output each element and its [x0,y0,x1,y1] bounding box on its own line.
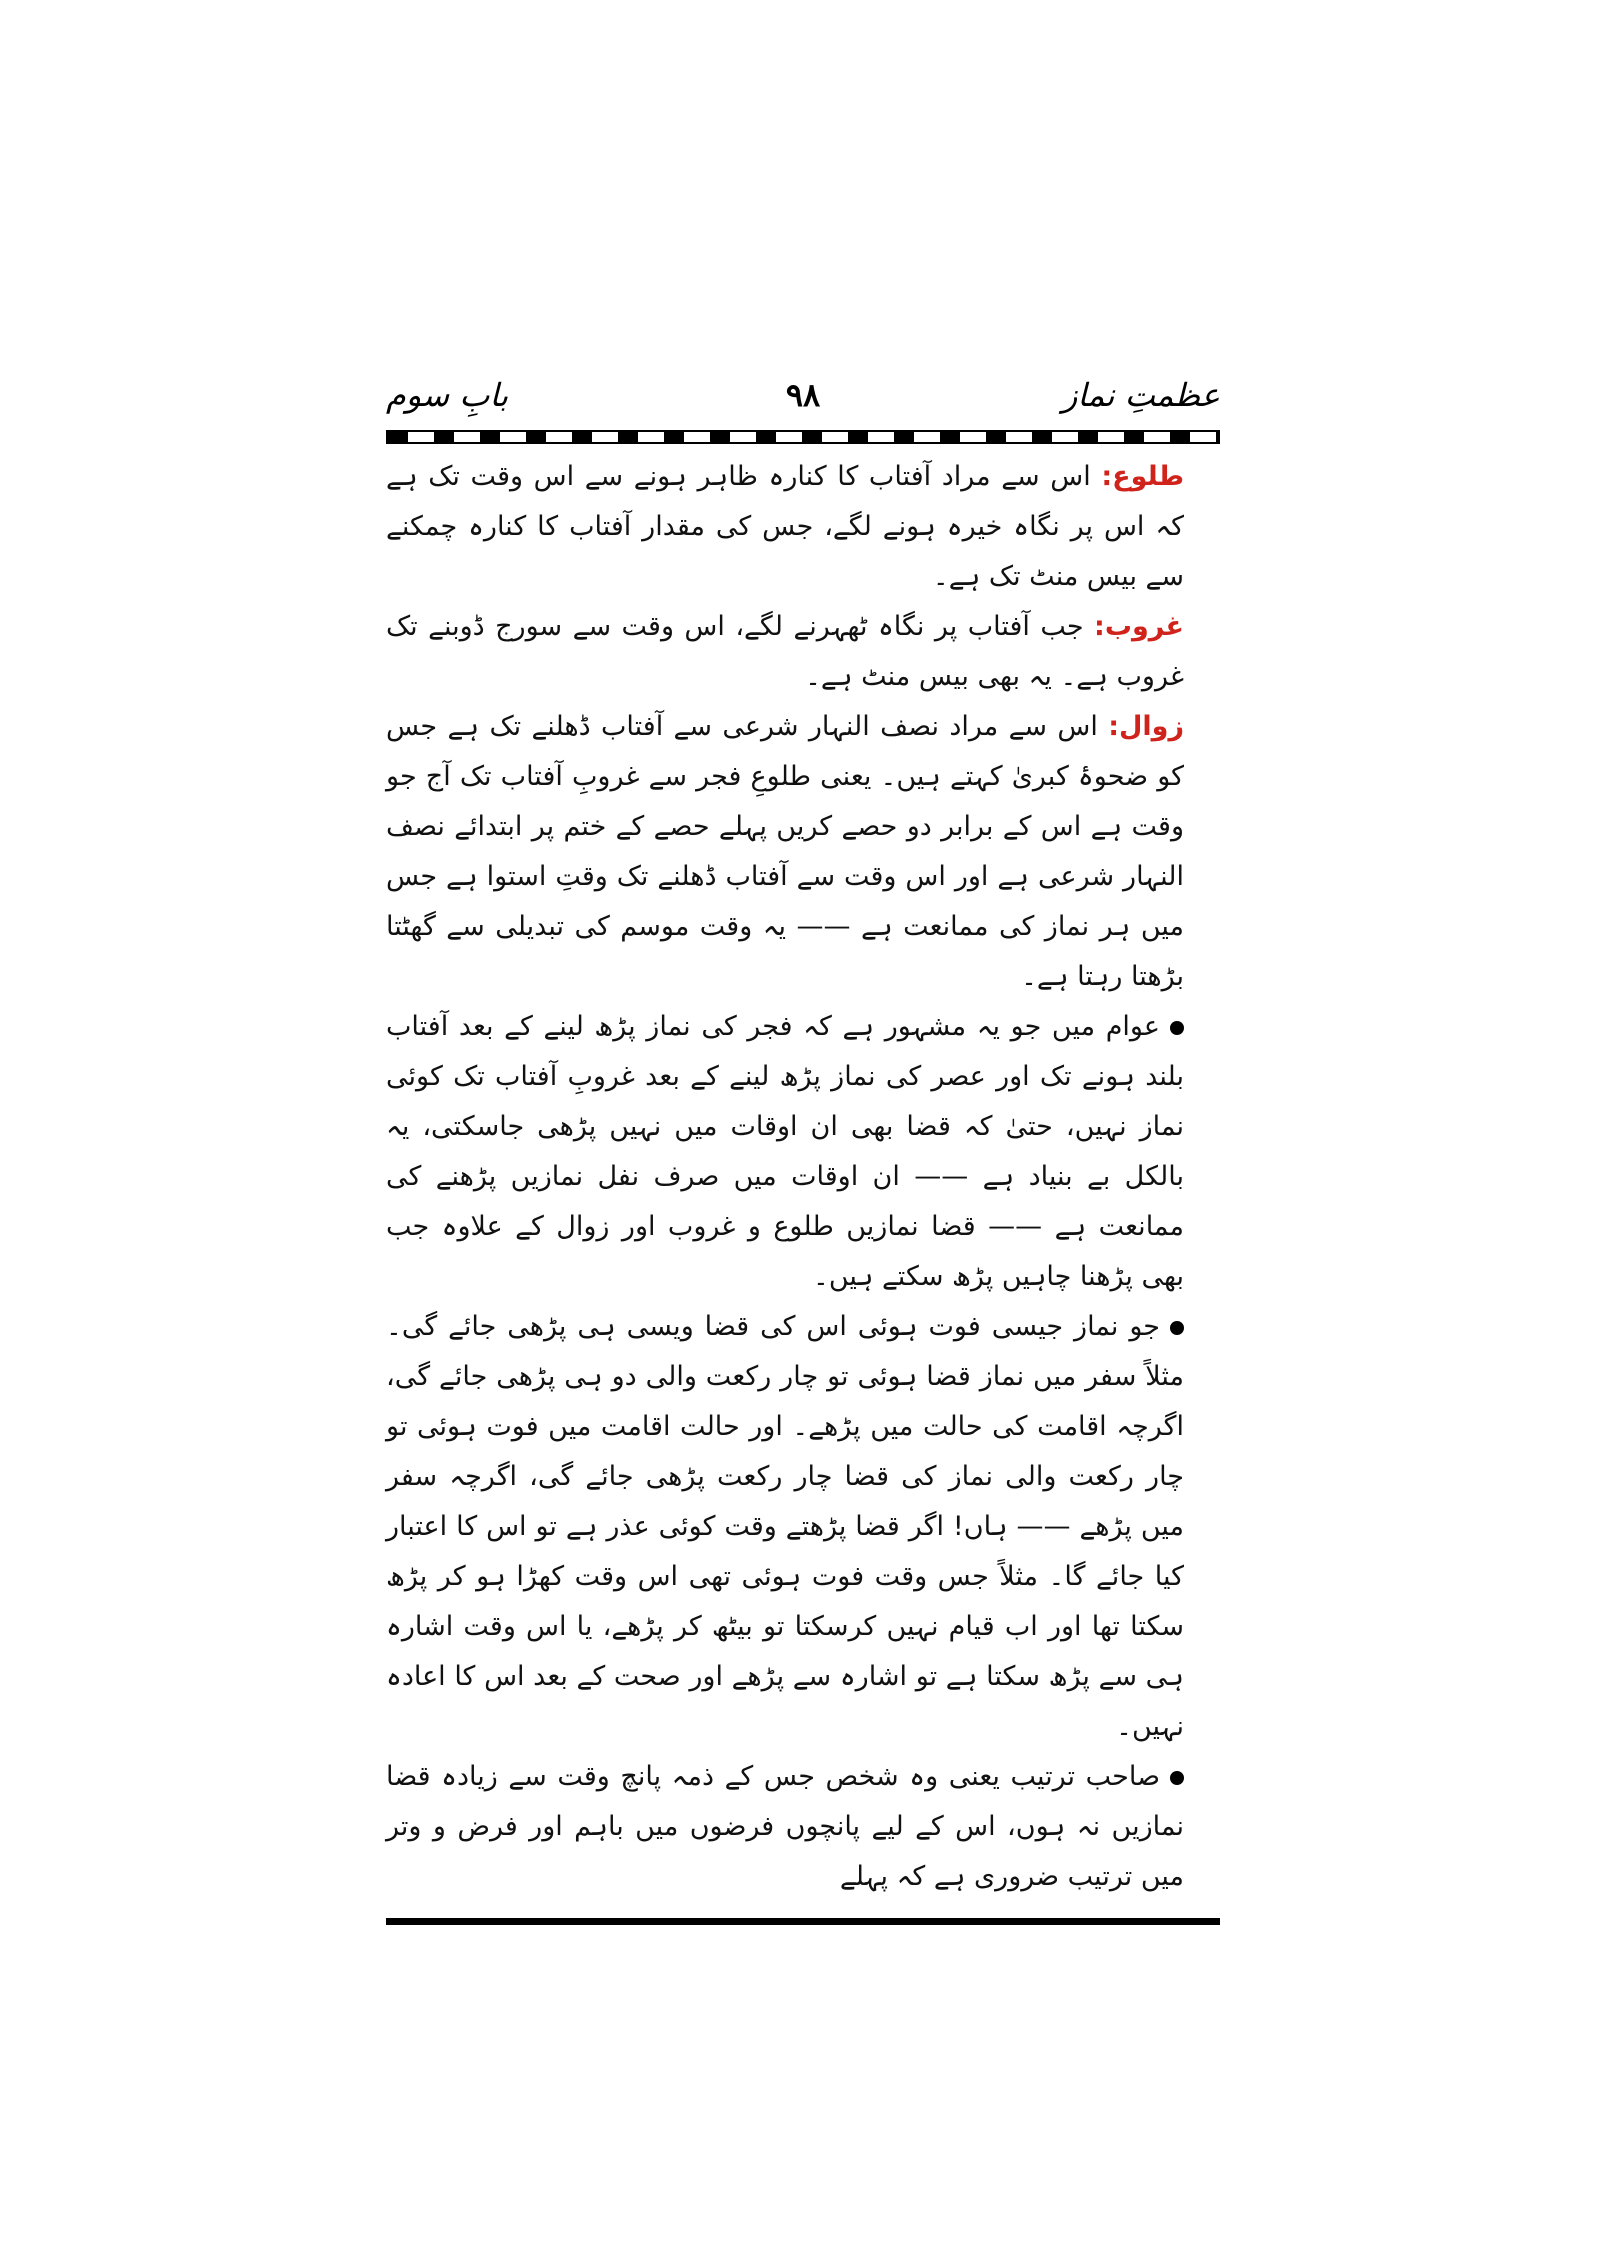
bullet-item [386,1002,1220,1302]
term-tulu: طلوع: [1101,461,1184,492]
term-zawal: زوال: [1108,711,1184,742]
bullet-icon [1170,1021,1184,1035]
paragraph-tulu [386,452,1220,602]
footer-rule [386,1918,1220,1925]
page-header [386,372,1220,430]
bullet-text: صاحب ترتیب یعنی وہ شخص جس کے ذمہ پانچ وقت سے زیادہ قضا نمازیں نہ ہوں، اس کے لیے پانچوں فرضوں میں باہم اور فرض و وتر میں ترتیب ضروری ہے کہ پہلے [386,1761,1184,1892]
bullet-text: عوام میں جو یہ مشہور ہے کہ فجر کی نماز پڑھ لینے کے بعد آفتاب بلند ہونے تک اور عصر کی نماز پڑھ لینے کے بعد غروبِ آفتاب تک کوئی نماز نہیں، حتیٰ کہ قضا بھی ان اوقات میں نہیں پڑھی جاسکتی، یہ بالکل بے بنیاد ہے —— ان اوقات میں صرف نفل نمازیں پڑھنے کی ممانعت ہے —— قضا نمازیں طلوع و غروب اور زوال کے علاوہ جب بھی پڑھنا چاہیں پڑھ سکتے ہیں۔ [386,1011,1184,1292]
paragraph-ghurub [386,602,1220,702]
chapter-label: بابِ سوم [386,376,509,414]
book-page [386,372,1220,1925]
bullet-item [386,1302,1220,1752]
paragraph-text: اس سے مراد نصف النہار شرعی سے آفتاب ڈھلنے تک ہے جس کو ضحوۂ کبریٰ کہتے ہیں۔ یعنی طلوعِ فجر سے غروبِ آفتاب تک آج جو وقت ہے اس کے برابر دو حصے کریں پہلے حصے کے ختم پر ابتدائے نصف النہار شرعی ہے اور اس وقت سے آفتاب ڈھلنے تک وقتِ استوا ہے جس میں ہر نماز کی ممانعت ہے —— یہ وقت موسم کی تبدیلی سے گھٹتا بڑھتا رہتا ہے۔ [386,711,1184,992]
book-title: عظمتِ نماز [1061,376,1220,414]
paragraph-text: اس سے مراد آفتاب کا کنارہ ظاہر ہونے سے اس وقت تک ہے کہ اس پر نگاہ خیرہ ہونے لگے، جس کی مقدار آفتاب کا کنارہ چمکنے سے بیس منٹ تک ہے۔ [386,461,1184,592]
body-text [386,452,1220,1902]
bullet-icon [1170,1771,1184,1785]
page-number: ۹۸ [785,376,821,414]
term-ghurub: غروب: [1094,611,1184,642]
paragraph-zawal [386,702,1220,1002]
header-dashed-rule [386,430,1220,444]
paragraph-text: جب آفتاب پر نگاہ ٹھہرنے لگے، اس وقت سے سورج ڈوبنے تک غروب ہے۔ یہ بھی بیس منٹ ہے۔ [386,611,1184,692]
bullet-item [386,1752,1220,1902]
bullet-text: جو نماز جیسی فوت ہوئی اس کی قضا ویسی ہی پڑھی جائے گی۔ مثلاً سفر میں نماز قضا ہوئی تو چار رکعت والی دو ہی پڑھی جائے گی، اگرچہ اقامت کی حالت میں پڑھے۔ اور حالت اقامت میں فوت ہوئی تو چار رکعت والی نماز کی قضا چار رکعت پڑھی جائے گی، اگرچہ سفر میں پڑھے —— ہاں! اگر قضا پڑھتے وقت کوئی عذر ہے تو اس کا اعتبار کیا جائے گا۔ مثلاً جس وقت فوت ہوئی تھی اس وقت کھڑا ہو کر پڑھ سکتا تھا اور اب قیام نہیں کرسکتا تو بیٹھ کر پڑھے، یا اس وقت اشارہ ہی سے پڑھ سکتا ہے تو اشارہ سے پڑھے اور صحت کے بعد اس کا اعادہ نہیں۔ [386,1311,1184,1742]
bullet-icon [1170,1321,1184,1335]
